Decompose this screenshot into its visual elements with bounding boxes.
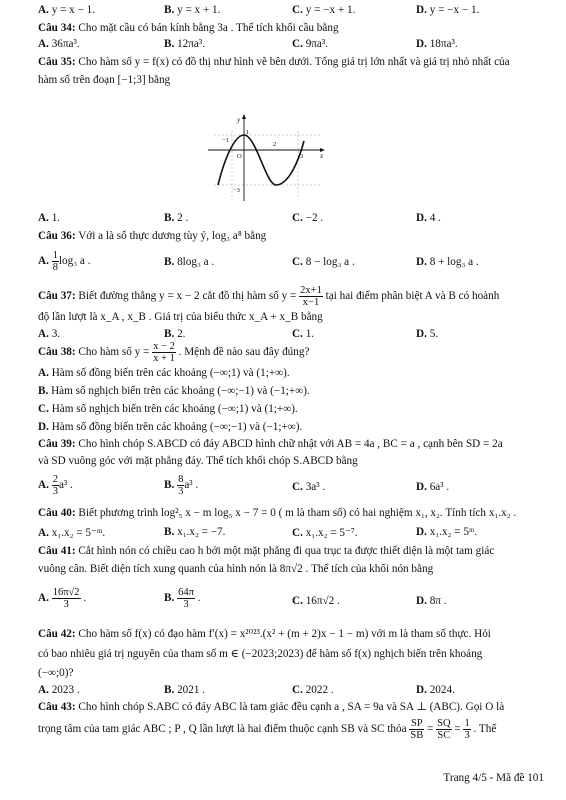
q41-option-b: B. $\frac{64\pi}{3}$ .	[164, 587, 201, 610]
q36-option-d: D. 8 + log₃ a .	[416, 256, 479, 268]
graph-x-label: x	[320, 152, 324, 160]
q39-option-c: C. 3a³ .	[292, 481, 326, 493]
q37-option-d: D. 5.	[416, 328, 439, 340]
q34-option-d: D. 18πa³.	[416, 38, 458, 50]
q38-option-c: C. Hàm số nghịch biến trên các khoảng (−∞;1) và (1;+∞).	[38, 403, 298, 415]
q39-options	[38, 474, 546, 500]
q39-question-line1: Câu 39: Cho hình chóp S.ABCD có đáy ABCD hình chữ nhật với AB = 4a , BC = a , cạnh bên SD = 2a	[38, 438, 503, 450]
q41-option-d: D. 8π .	[416, 595, 447, 607]
q33-option-b: B. y = x + 1.	[164, 4, 221, 16]
q42-question-line1: Câu 42: Cho hàm số f(x) có đạo hàm f′(x) = x²⁰²³.(x² + (m + 2)x − 1 − m) với m là tham số thực. Hỏi	[38, 628, 491, 640]
q41-question-line2: vuông cân. Biết diện tích xung quanh của hình nón là 8π√2 . Thể tích của khối nón bằng	[38, 563, 434, 575]
q40-option-b: B. x₁.x₂ = −7.	[164, 526, 226, 538]
q39-option-b: B. $\frac{8}{3}$ a³ .	[164, 474, 199, 497]
q39-option-d: D. 6a³ .	[416, 481, 450, 493]
q42-options	[38, 684, 546, 698]
graph-tick-x-3: 3	[300, 153, 304, 160]
q42-question-line2: có bao nhiêu giá trị nguyên của tham số m ∈ (−2023;2023) để hàm số f(x) nghịch biến trên khoảng	[38, 648, 483, 660]
graph-tick-y-top: 1	[246, 129, 250, 136]
q41-question-line1: Câu 41: Cắt hình nón có chiều cao h bởi một mặt phẳng đi qua trục ta được thiết diện là một tam giác	[38, 545, 495, 557]
q35-option-a: A. 1.	[38, 212, 61, 224]
q37-option-c: C. 1.	[292, 328, 315, 340]
q37-option-a: A. 3.	[38, 328, 61, 340]
q33-options	[38, 4, 546, 18]
q43-question-line1: Câu 43: Cho hình chóp S.ABC có đáy ABC là tam giác đều cạnh a , SA = 9a và SA ⊥ (ABC). Gọi O là	[38, 701, 505, 713]
function-curve	[218, 135, 304, 185]
q36-options	[38, 250, 546, 274]
q35-option-c: C. −2 .	[292, 212, 324, 224]
q36-question: Câu 36: Với a là số thực dương tùy ý, log₃ a⁸ bằng	[38, 230, 267, 242]
q36-option-c: C. 8 − log₃ a .	[292, 256, 355, 268]
q38-question: Câu 38: Cho hàm số y = $\frac{x - 2}{x + 1}$ . Mệnh đề nào sau đây đúng?	[38, 340, 310, 364]
q36-option-b: B. 8log₃ a .	[164, 256, 215, 268]
q38-option-b: B. Hàm số nghịch biến trên các khoảng (−∞;−1) và (−1;+∞).	[38, 385, 310, 397]
q40-options	[38, 526, 546, 540]
q42-option-d: D. 2024.	[416, 684, 455, 696]
q36-option-a: A. $\frac{1}{8}$ log₃ a .	[38, 250, 91, 273]
q40-option-d: D. x₁.x₂ = 5ᵐ.	[416, 526, 478, 538]
graph-tick-x-2: 2	[273, 141, 277, 148]
q34-question: Câu 34: Cho mặt cầu có bán kính bằng 3a . Thể tích khối cầu bằng	[38, 22, 339, 34]
q35-options	[38, 212, 546, 226]
q42-question-line3: (−∞;0)?	[38, 667, 74, 679]
graph-y-label: y	[237, 116, 241, 124]
q40-option-a: A. x₁.x₂ = 5⁻ᵐ.	[38, 527, 106, 539]
q39-option-a: A. $\frac{2}{3}$ a³ .	[38, 474, 73, 497]
q35-function-graph	[206, 113, 326, 203]
q37-question-line2: độ lần lượt là x_A , x_B . Giá trị của biểu thức x_A + x_B bằng	[38, 311, 323, 323]
graph-origin: O	[237, 153, 242, 160]
q35-question-line2: hàm số trên đoạn [−1;3] bằng	[38, 74, 171, 86]
q37-question-line1: Câu 37: Biết đường thẳng y = x − 2 cắt đồ thị hàm số y = $\frac{2x+1}{x-1}$ tại hai điểm phân biệt A và B có hoành	[38, 284, 500, 308]
graph-tick-y-bottom: −3	[233, 187, 240, 194]
q33-option-c: C. y = −x + 1.	[292, 4, 356, 16]
q34-option-c: C. 9πa³.	[292, 38, 329, 50]
q35-question-line1: Câu 35: Cho hàm số y = f(x) có đồ thị như hình vẽ bên dưới. Tổng giá trị lớn nhất và giá trị nhỏ nhất của	[38, 56, 510, 68]
q38-option-a: A. Hàm số đồng biến trên các khoảng (−∞;1) và (1;+∞).	[38, 367, 290, 379]
q35-option-b: B. 2 .	[164, 212, 189, 224]
q34-option-a: A. 36πa³.	[38, 38, 80, 50]
q40-option-c: C. x₁.x₂ = 5⁻⁷.	[292, 527, 358, 539]
q42-option-a: A. 2023 .	[38, 684, 80, 696]
q43-question-line2: trọng tâm của tam giác ABC ; P , Q lần lượt là hai điểm thuộc cạnh SB và SC thỏa $\frac{SP}{SB}$ = $\frac{SQ}{SC}$ = $\frac{1}{3}$ . Thể	[38, 717, 497, 741]
q33-option-a: A. y = x − 1.	[38, 4, 96, 16]
q42-option-c: C. 2022 .	[292, 684, 334, 696]
q40-question: Câu 40: Biết phương trình log²₅ x − m log₅ x − 7 = 0 ( m là tham số) có hai nghiệm x₁, x₂. Tính tích x₁.x₂ .	[38, 507, 517, 519]
q42-option-b: B. 2021 .	[164, 684, 206, 696]
q33-option-d: D. y = −x − 1.	[416, 4, 480, 16]
q38-option-d: D. Hàm số đồng biến trên các khoảng (−∞;−1) và (−1;+∞).	[38, 421, 303, 433]
page-footer: Trang 4/5 - Mã đề 101	[443, 772, 544, 784]
q35-option-d: D. 4 .	[416, 212, 441, 224]
q41-options	[38, 587, 546, 615]
q41-option-c: C. 16π√2 .	[292, 595, 340, 607]
q34-option-b: B. 12πa³.	[164, 38, 206, 50]
graph-tick-x-neg: −1	[222, 137, 229, 144]
q37-option-b: B. 2.	[164, 328, 186, 340]
q34-options	[38, 38, 546, 52]
q41-option-a: A. $\frac{16\pi√2}{3}$ .	[38, 587, 87, 610]
q39-question-line2: và SD vuông góc với mặt phẳng đáy. Thể tích khối chóp S.ABCD bằng	[38, 455, 358, 467]
